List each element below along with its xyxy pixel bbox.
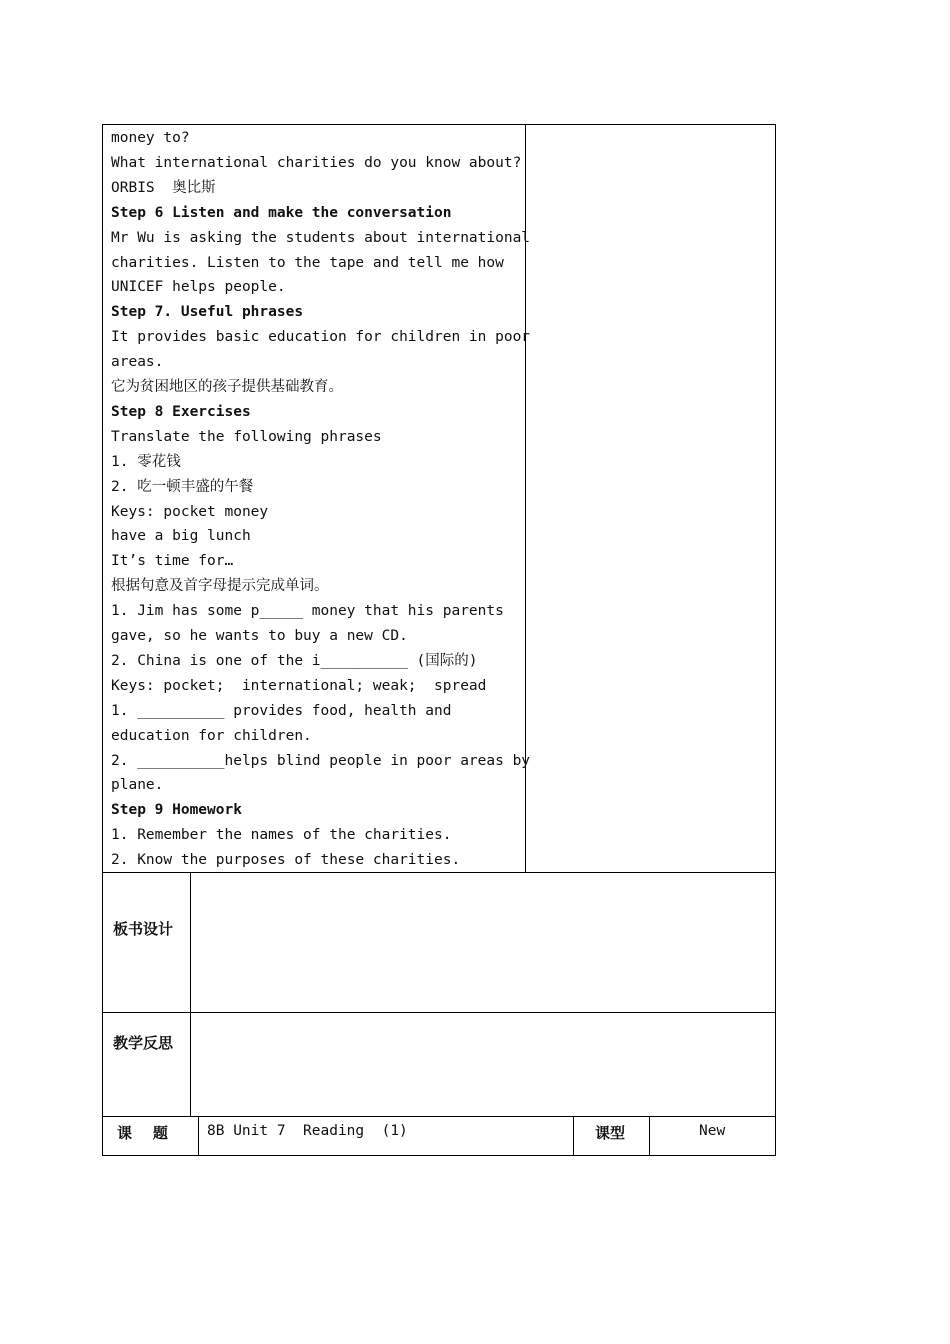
text-line: money to? bbox=[111, 130, 190, 146]
text-line: 1. Remember the names of the charities. bbox=[111, 827, 452, 844]
footer-divider-1 bbox=[198, 1116, 199, 1156]
text-line: 1. 零花钱 bbox=[111, 453, 181, 470]
step-heading: Step 7. Useful phrases bbox=[111, 304, 304, 321]
teaching-reflection-label: 教学反思 bbox=[113, 1034, 174, 1052]
row-divider-2 bbox=[102, 1012, 776, 1013]
text-line: 2. __________helps blind people in poor areas by bbox=[111, 752, 531, 769]
text-line: 根据句意及首字母提示完成单词。 bbox=[111, 578, 329, 595]
topic-label: 课 题 bbox=[117, 1124, 168, 1142]
text-line: 2. China is one of the i__________ (国际的) bbox=[111, 652, 478, 669]
text-line: It’s time for… bbox=[111, 553, 234, 570]
text-line: gave, so he wants to buy a new CD. bbox=[111, 628, 408, 644]
blackboard-design-label: 板书设计 bbox=[113, 920, 174, 938]
text-line: plane. bbox=[111, 777, 164, 794]
row-divider-3 bbox=[102, 1116, 776, 1117]
text-line: Mr Wu is asking the students about international bbox=[111, 229, 531, 246]
text-line: 它为贫困地区的孩子提供基础教育。 bbox=[111, 379, 343, 395]
table-border-top bbox=[102, 124, 776, 125]
text-line: 2. Know the purposes of these charities. bbox=[111, 852, 461, 869]
text-line: Translate the following phrases bbox=[111, 428, 382, 445]
step-heading: Step 9 Homework bbox=[111, 802, 242, 819]
topic-value: 8B Unit 7 Reading (1) bbox=[207, 1123, 408, 1139]
text-line: Keys: pocket money bbox=[111, 503, 269, 520]
lesson-type-value: New bbox=[699, 1123, 726, 1139]
text-line: ORBIS 奥比斯 bbox=[111, 179, 216, 196]
text-line: education for children. bbox=[111, 727, 312, 744]
text-line: areas. bbox=[111, 354, 164, 371]
footer-divider-3 bbox=[649, 1116, 650, 1156]
text-line: 1. Jim has some p_____ money that his parents bbox=[111, 603, 504, 620]
table-border-bottom bbox=[102, 1155, 776, 1156]
table-border-left bbox=[102, 124, 103, 1156]
text-line: 1. __________ provides food, health and bbox=[111, 702, 452, 719]
table-border-right bbox=[775, 124, 776, 1156]
text-line: Keys: pocket; international; weak; spread bbox=[111, 677, 487, 694]
text-line: 2. 吃一顿丰盛的午餐 bbox=[111, 478, 254, 495]
step-heading: Step 8 Exercises bbox=[111, 403, 251, 420]
text-line: It provides basic education for children in poor bbox=[111, 329, 531, 346]
step-heading: Step 6 Listen and make the conversation bbox=[111, 204, 452, 221]
label-column-divider bbox=[190, 872, 191, 1116]
text-line: UNICEF helps people. bbox=[111, 279, 286, 296]
row-divider-1 bbox=[102, 872, 776, 873]
text-line: have a big lunch bbox=[111, 528, 251, 545]
text-line: What international charities do you know about? bbox=[111, 154, 522, 171]
lesson-type-label: 课型 bbox=[595, 1124, 626, 1142]
footer-divider-2 bbox=[573, 1116, 574, 1156]
text-line: charities. Listen to the tape and tell me how bbox=[111, 254, 504, 271]
